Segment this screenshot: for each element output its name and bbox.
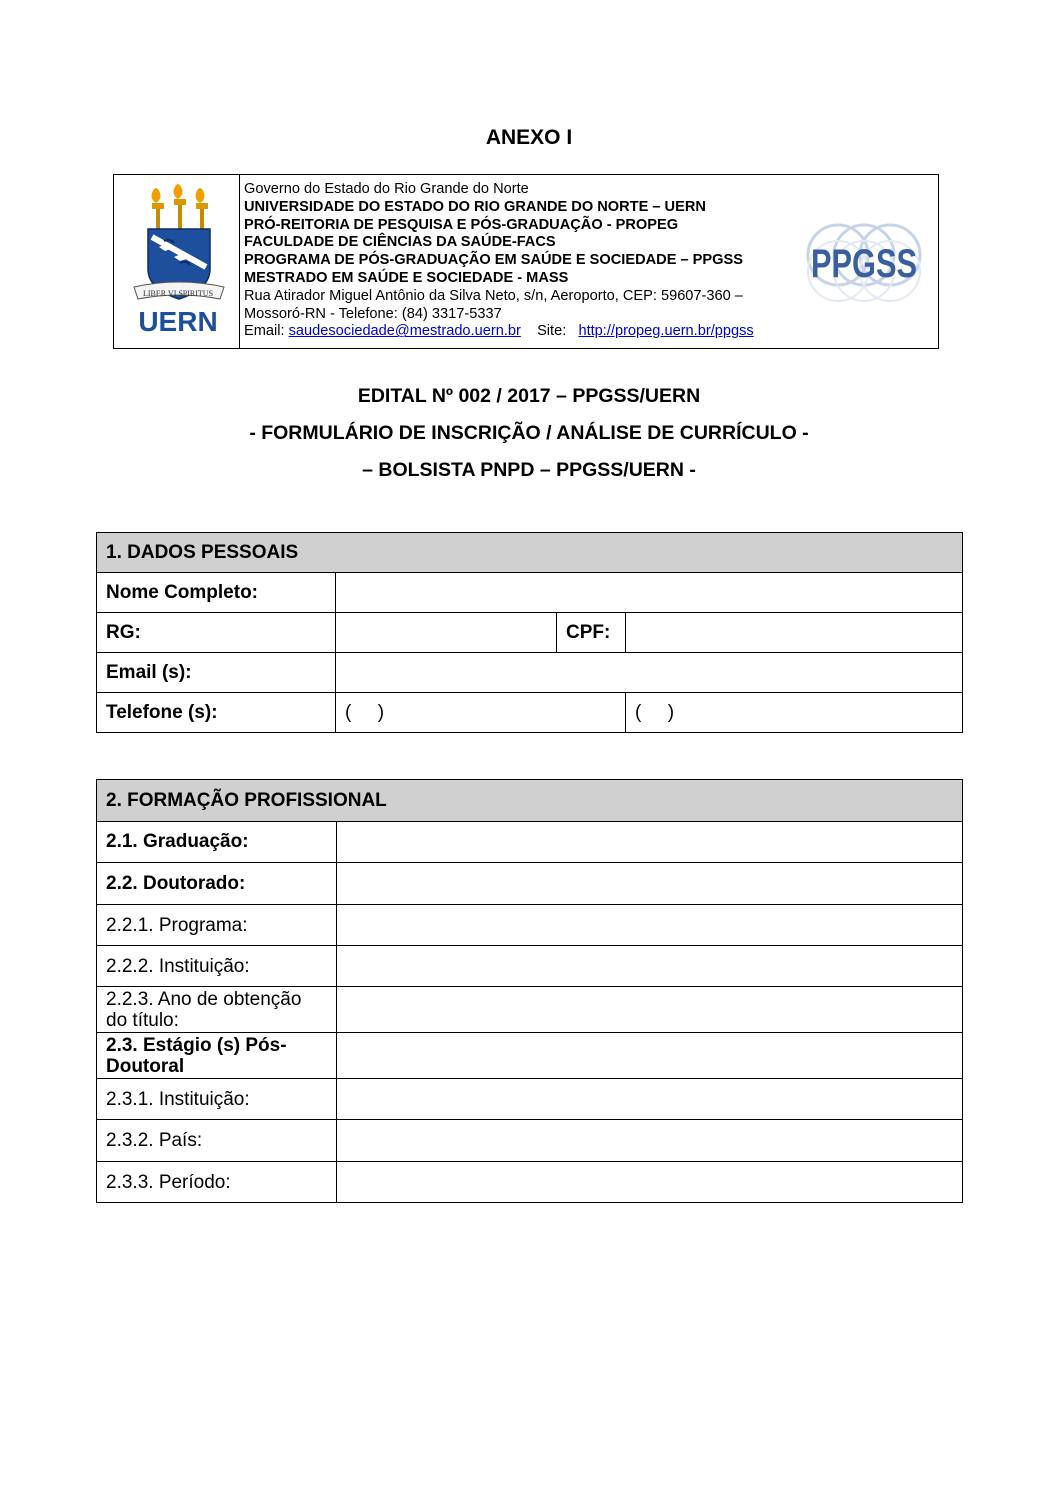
instituicao-doutorado-label: 2.2.2. Instituição: — [97, 946, 337, 987]
periodo-label: 2.3.3. Período: — [97, 1162, 337, 1203]
telefone-field-2[interactable]: ( ) — [626, 693, 963, 733]
section-2-header: 2. FORMAÇÃO PROFISSIONAL — [97, 780, 963, 822]
letterhead-line: Rua Atirador Miguel Antônio da Silva Neto, s/n, Aeroporto, CEP: 59607-360 – — [244, 287, 743, 304]
ano-titulo-field[interactable] — [337, 987, 963, 1033]
edital-number: EDITAL Nº 002 / 2017 – PPGSS/UERN — [357, 385, 701, 407]
instituicao-doutorado-field[interactable] — [337, 946, 963, 987]
cpf-field[interactable] — [626, 613, 963, 653]
annex-title: ANEXO I — [485, 126, 573, 149]
professional-training-table — [96, 779, 963, 1203]
ano-titulo-label: 2.2.3. Ano de obtenção do título: — [97, 987, 337, 1033]
telefone-field-1[interactable]: ( ) — [336, 693, 626, 733]
email-field[interactable] — [336, 653, 963, 693]
edital-titles — [0, 383, 1058, 494]
email-field-label: Email (s): — [97, 653, 336, 693]
letterhead-line: Governo do Estado do Rio Grande do Norte — [244, 181, 529, 197]
letterhead-line: MESTRADO EM SAÚDE E SOCIEDADE - MASS — [244, 269, 569, 286]
form-subtitle: – BOLSISTA PNPD – PPGSS/UERN - — [362, 459, 696, 481]
rg-label: RG: — [97, 613, 336, 653]
instituicao-pos-field[interactable] — [337, 1079, 963, 1120]
letterhead-line: Mossoró-RN - Telefone: (84) 3317-5337 — [244, 305, 502, 322]
graduacao-label: 2.1. Graduação: — [97, 822, 337, 863]
graduacao-field[interactable] — [337, 822, 963, 863]
uern-logo — [114, 175, 240, 348]
contact-line — [244, 323, 804, 341]
nome-field[interactable] — [336, 573, 963, 613]
letterhead-line: FACULDADE DE CIÊNCIAS DA SAÚDE-FACS — [244, 234, 556, 251]
programa-field[interactable] — [337, 905, 963, 946]
cpf-label: CPF: — [557, 613, 626, 653]
letterhead-line: PRÓ-REITORIA DE PESQUISA E PÓS-GRADUAÇÃO - PROPEG — [244, 216, 679, 233]
instituicao-pos-label: 2.3.1. Instituição: — [97, 1079, 337, 1120]
pais-field[interactable] — [337, 1120, 963, 1162]
programa-label: 2.2.1. Programa: — [97, 905, 337, 946]
letterhead-text — [244, 181, 804, 341]
site-label: Site: — [537, 323, 567, 340]
uern-wordmark: UERN — [138, 306, 218, 337]
periodo-field[interactable] — [337, 1162, 963, 1203]
section-1-header: 1. DADOS PESSOAIS — [97, 533, 963, 573]
personal-data-table — [96, 532, 963, 733]
telefone-label: Telefone (s): — [97, 693, 336, 733]
doutorado-label: 2.2. Doutorado: — [97, 863, 337, 905]
form-title: - FORMULÁRIO DE INSCRIÇÃO / ANÁLISE DE CURRÍCULO - — [249, 422, 809, 444]
letterhead-line: PROGRAMA DE PÓS-GRADUAÇÃO EM SAÚDE E SOCIEDADE – PPGSS — [244, 252, 743, 269]
ppgss-wordmark: PPGSS — [811, 242, 917, 286]
email-link[interactable]: saudesociedade@mestrado.uern.br — [288, 323, 521, 340]
estagio-label: 2.3. Estágio (s) Pós-Doutoral — [97, 1033, 337, 1079]
email-label: Email: — [244, 323, 285, 340]
uern-logo-cell — [114, 175, 240, 348]
doutorado-field[interactable] — [337, 863, 963, 905]
ppgss-logo — [804, 193, 924, 333]
pais-label: 2.3.2. País: — [97, 1120, 337, 1162]
site-link[interactable]: http://propeg.uern.br/ppgss — [578, 323, 754, 340]
letterhead — [113, 174, 939, 349]
estagio-field[interactable] — [337, 1033, 963, 1079]
nome-label: Nome Completo: — [97, 573, 336, 613]
letterhead-line: UNIVERSIDADE DO ESTADO DO RIO GRANDE DO NORTE – UERN — [244, 198, 706, 215]
uern-motto: LIBER VI SPIRITUS — [142, 289, 214, 298]
rg-field[interactable] — [336, 613, 557, 653]
